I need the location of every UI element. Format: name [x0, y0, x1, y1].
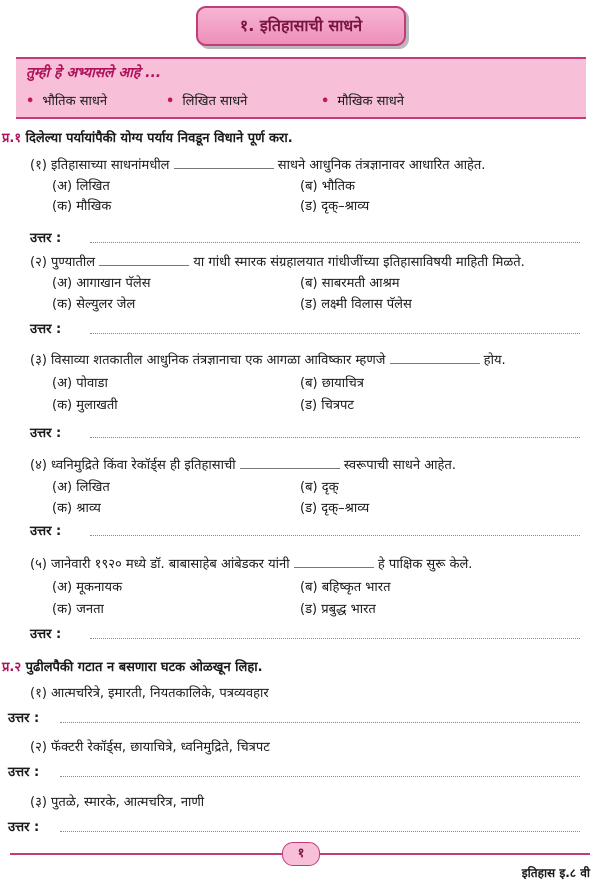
answer-line[interactable]	[90, 437, 580, 438]
answer-label: उत्तर :	[30, 322, 62, 337]
item-number: (४)	[30, 458, 47, 473]
book-title: इतिहास इ.८ वी	[521, 866, 590, 880]
item-number: (२)	[30, 255, 47, 270]
option[interactable]: (ब) साबरमती आश्रम	[300, 276, 400, 291]
answer-line[interactable]	[90, 333, 580, 334]
option[interactable]: (ड) प्रबुद्ध भारत	[300, 602, 376, 617]
bullet-icon: •	[166, 94, 175, 109]
item-text: साधने आधुनिक तंत्रज्ञानावर आधारित आहेत.	[277, 158, 486, 173]
learned-item	[321, 91, 404, 109]
learned-item-label: मौखिक साधने	[337, 94, 404, 109]
question-item	[30, 455, 456, 473]
bullet-icon: •	[321, 94, 330, 109]
question-number: प्र.१	[2, 131, 22, 146]
learned-item-label: भौतिक साधने	[42, 94, 108, 109]
question-item: (१) आत्मचरित्रे, इमारती, नियतकालिके, पत्रव्यवहार	[30, 686, 269, 701]
option[interactable]: (ब) छायाचित्र	[300, 376, 364, 391]
question-2-heading	[2, 657, 263, 675]
option[interactable]: (अ) लिखित	[52, 480, 110, 495]
option[interactable]: (ब) भौतिक	[300, 179, 355, 194]
answer-line[interactable]	[60, 831, 580, 832]
item-text: होय.	[483, 353, 506, 368]
option[interactable]: (क) सेल्युलर जेल	[52, 297, 136, 312]
answer-label: उत्तर :	[8, 820, 40, 835]
option[interactable]: (ब) दृक्	[300, 480, 339, 495]
fill-blank[interactable]	[99, 265, 189, 266]
item-number: (५)	[30, 557, 47, 572]
option[interactable]: (क) श्राव्य	[52, 501, 101, 516]
item-text: पुण्यातील	[51, 255, 96, 270]
question-item	[30, 350, 506, 368]
question-item	[30, 252, 525, 270]
learned-heading: तुम्ही हे अभ्यासले आहे ...	[26, 65, 162, 81]
learned-item	[26, 91, 107, 109]
question-number: प्र.२	[2, 660, 22, 675]
answer-line[interactable]	[90, 535, 580, 536]
item-number: (३)	[30, 353, 47, 368]
option[interactable]: (अ) पोवाडा	[52, 376, 108, 391]
option[interactable]: (क) मौखिक	[52, 199, 112, 214]
option[interactable]: (ड) चित्रपट	[300, 398, 354, 413]
option[interactable]: (क) मुलाखती	[52, 398, 118, 413]
page-number: १	[282, 842, 320, 866]
fill-blank[interactable]	[240, 468, 340, 469]
answer-line[interactable]	[90, 242, 580, 243]
learned-item	[166, 91, 247, 109]
bullet-icon: •	[26, 94, 35, 109]
fill-blank[interactable]	[390, 363, 480, 364]
option[interactable]: (ब) बहिष्कृत भारत	[300, 580, 391, 595]
item-text: ध्वनिमुद्रिते किंवा रेकॉर्ड्स ही इतिहासाची	[51, 458, 236, 473]
question-item	[30, 554, 472, 572]
option[interactable]: (अ) मूकनायक	[52, 580, 123, 595]
item-text: हे पाक्षिक सुरू केले.	[377, 557, 473, 572]
option[interactable]: (अ) लिखित	[52, 179, 110, 194]
answer-label: उत्तर :	[8, 711, 40, 726]
chapter-title: १. इतिहासाची साधने	[196, 6, 406, 46]
question-1-heading	[2, 128, 293, 146]
answer-label: उत्तर :	[30, 426, 62, 441]
option[interactable]: (अ) आगाखान पॅलेस	[52, 276, 151, 291]
option[interactable]: (क) जनता	[52, 602, 104, 617]
answer-line[interactable]	[60, 722, 580, 723]
item-text: इतिहासाच्या साधनांमधील	[51, 158, 170, 173]
item-number: (१)	[30, 158, 47, 173]
option[interactable]: (ड) लक्ष्मी विलास पॅलेस	[300, 297, 412, 312]
question-item: (३) पुतळे, स्मारके, आत्मचरित्र, नाणी	[30, 795, 205, 810]
learned-item-label: लिखित साधने	[182, 94, 248, 109]
item-text: या गांधी स्मारक संग्रहालयात गांधीजींच्या इतिहासाविषयी माहिती मिळते.	[193, 255, 525, 270]
answer-label: उत्तर :	[30, 231, 62, 246]
question-instruction: पुढीलपैकी गटात न बसणारा घटक ओळखून लिहा.	[25, 660, 263, 675]
answer-label: उत्तर :	[8, 765, 40, 780]
fill-blank[interactable]	[174, 168, 274, 169]
option[interactable]: (ड) दृक्–श्राव्य	[300, 501, 370, 516]
question-item	[30, 155, 485, 173]
question-instruction: दिलेल्या पर्यायांपैकी योग्य पर्याय निवडून विधाने पूर्ण करा.	[25, 131, 293, 146]
item-text: विसाव्या शतकातील आधुनिक तंत्रज्ञानाचा एक आगळा आविष्कार म्हणजे	[51, 353, 386, 368]
answer-line[interactable]	[60, 776, 580, 777]
answer-label: उत्तर :	[30, 627, 62, 642]
item-text: स्वरूपाची साधने आहेत.	[343, 458, 456, 473]
answer-line[interactable]	[90, 638, 580, 639]
answer-label: उत्तर :	[30, 524, 62, 539]
learned-box	[16, 57, 586, 119]
item-text: जानेवारी १९२० मध्ये डॉ. बाबासाहेब आंबेडकर यांनी	[51, 557, 290, 572]
fill-blank[interactable]	[294, 567, 374, 568]
option[interactable]: (ड) दृक्–श्राव्य	[300, 199, 370, 214]
question-item: (२) फॅक्टरी रेकॉर्ड्स, छायाचित्रे, ध्वनिमुद्रिते, चित्रपट	[30, 740, 270, 755]
